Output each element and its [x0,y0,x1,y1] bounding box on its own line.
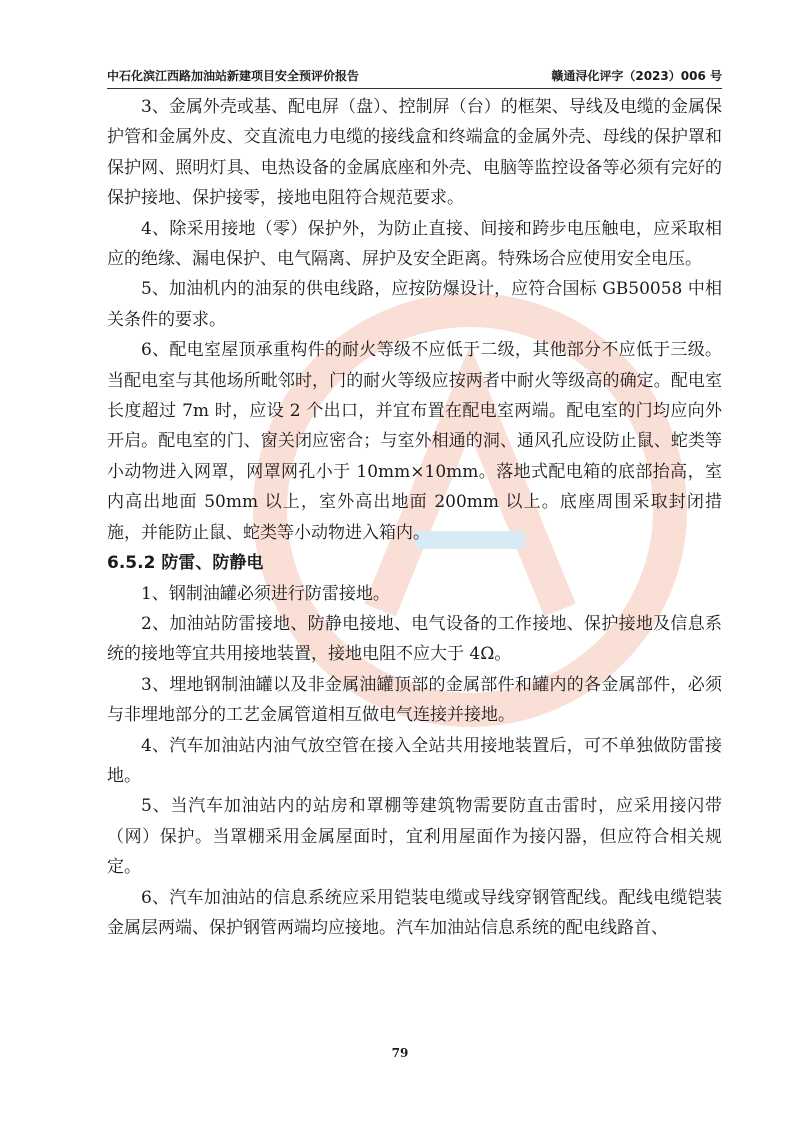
paragraph: 4、除采用接地（零）保护外，为防止直接、间接和跨步电压触电，应采取相应的绝缘、漏电保护、电气隔离、屏护及安全距离。特殊场合应使用安全电压。 [107,218,722,270]
paragraph: 1、钢制油罐必须进行防雷接地。 [141,583,390,604]
paragraph: 3、金属外壳或基、配电屏（盘）、控制屏（台）的框架、导线及电缆的金属保护管和金属外皮、交直流电力电缆的接线盒和终端盒的金属外壳、母线的保护罩和保护网、照明灯具、电热设备的金属底座和外壳、电脑等监控设备等必须有完好的保护接地、保护接零，接地电阻符合规范要求。 [107,97,722,209]
section-heading: 6.5.2 防雷、防静电 [107,553,264,574]
page-number: 79 [391,1046,409,1060]
paragraph: 6、配电室屋顶承重构件的耐火等级不应低于二级，其他部分不应低于三级。当配电室与其他场所毗邻时，门的耐火等级应按两者中耐火等级高的确定。配电室长度超过 7m 时，应设 2 个出口，并宜布置在配电室两端。配电室的门均应向外开启。配电室的门、窗关闭应密合；与室外相通的洞、通风孔应设防止鼠、蛇类等小动物进入网罩，网罩网孔小于 10mm×10mm。落地式配电箱的底部抬高，室内高出地面 50mm 以上，室外高出地面 200mm 以上。底座周围采取封闭措施，并能防止鼠、蛇类等小动物进入箱内。 [107,340,722,543]
paragraph: 6、汽车加油站的信息系统应采用铠装电缆或导线穿钢管配线。配线电缆铠装金属层两端、保护钢管两端均应接地。汽车加油站信息系统的配电线路首、 [107,887,722,938]
paragraph: 2、加油站防雷接地、防静电接地、电气设备的工作接地、保护接地及信息系统的接地等宜共用接地装置，接地电阻不应大于 4Ω。 [107,613,722,665]
paragraph: 5、当汽车加油站内的站房和罩棚等建筑物需要防直击雷时，应采用接闪带（网）保护。当罩棚采用金属屋面时，宜利用屋面作为接闪器，但应符合相关规定。 [107,796,722,878]
document-number: 赣通浔化评字（2023）006 号 [551,69,722,83]
paragraph: 5、加油机内的油泵的供电线路，应按防爆设计，应符合国标 GB50058 中相关条件的要求。 [107,279,722,330]
paragraph: 3、埋地钢制油罐以及非金属油罐顶部的金属部件和罐内的各金属部件，必须与非埋地部分的工艺金属管道相互做电气连接并接地。 [107,674,722,726]
report-title: 中石化滨江西路加油站新建项目安全预评价报告 [107,69,360,83]
page-content [107,92,722,943]
paragraph: 4、汽车加油站内油气放空管在接入全站共用接地装置后，可不单独做防雷接地。 [107,735,722,786]
page-header [107,66,722,89]
